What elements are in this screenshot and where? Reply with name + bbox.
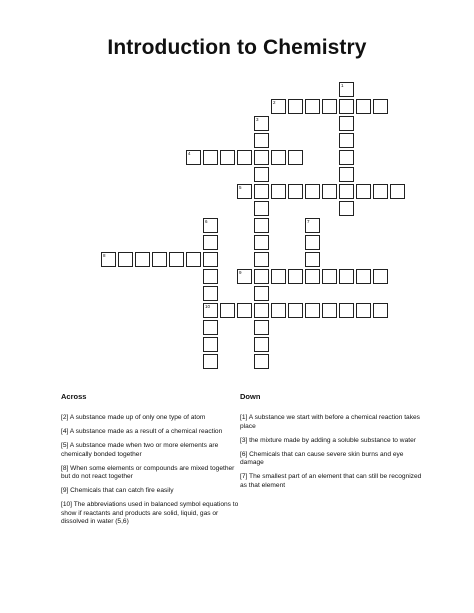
crossword-cell[interactable] [305,303,320,318]
crossword-cell[interactable] [254,269,269,284]
crossword-cell[interactable] [322,99,337,114]
crossword-cell[interactable] [339,201,354,216]
across-clue: [4] A substance made as a result of a chemical reaction [61,428,223,435]
crossword-cell[interactable] [305,269,320,284]
crossword-cell[interactable] [373,99,388,114]
crossword-cell[interactable] [203,286,218,301]
crossword-cell[interactable] [356,303,371,318]
crossword-cell[interactable] [288,303,303,318]
crossword-cell[interactable] [356,269,371,284]
crossword-cell[interactable] [169,252,184,267]
clue-number: 6 [205,219,208,224]
clue-number: 4 [188,151,191,156]
crossword-cell[interactable] [339,82,354,97]
crossword-cell[interactable] [254,184,269,199]
clue-number: 8 [103,253,106,258]
crossword-cell[interactable] [288,99,303,114]
crossword-cell[interactable] [254,286,269,301]
crossword-cell[interactable] [305,99,320,114]
down-heading: Down [240,392,261,401]
crossword-cell[interactable] [356,99,371,114]
down-clue: [3] the mixture made by adding a soluble substance to water [240,436,416,444]
crossword-cell[interactable] [152,252,167,267]
crossword-cell[interactable] [203,337,218,352]
clue-number: 9 [239,270,242,275]
clue-number: 3 [256,117,259,122]
crossword-cell[interactable] [322,184,337,199]
crossword-cell[interactable] [339,184,354,199]
crossword-cell[interactable] [254,218,269,233]
crossword-cell[interactable] [339,99,354,114]
across-clue: [8] When some elements or compounds are mixed together but do not react together [61,464,235,480]
crossword-cell[interactable] [254,167,269,182]
crossword-cell[interactable] [373,269,388,284]
crossword-cell[interactable] [373,303,388,318]
clue-number: 2 [273,100,276,105]
across-clue: [5] A substance made when two or more elements are chemically bonded together [61,442,219,458]
crossword-cell[interactable] [271,269,286,284]
across-clue: [2] A substance made up of only one type of atom [61,414,206,421]
crossword-cell[interactable] [322,303,337,318]
crossword-cell[interactable] [237,303,252,318]
crossword-cell[interactable] [271,184,286,199]
crossword-cell[interactable] [288,150,303,165]
crossword-cell[interactable] [254,116,269,131]
crossword-cell[interactable] [254,252,269,267]
crossword-cell[interactable] [203,354,218,369]
down-clues [240,392,422,496]
crossword-cell[interactable] [254,320,269,335]
crossword-cell[interactable] [305,235,320,250]
crossword-cell[interactable] [339,269,354,284]
crossword-cell[interactable] [237,184,252,199]
crossword-cell[interactable] [203,150,218,165]
crossword-cell[interactable] [203,320,218,335]
crossword-cell[interactable] [390,184,405,199]
crossword-cell[interactable] [203,303,218,318]
crossword-cell[interactable] [220,150,235,165]
crossword-cell[interactable] [237,150,252,165]
crossword-cell[interactable] [339,167,354,182]
crossword-cell[interactable] [254,303,269,318]
crossword-cell[interactable] [305,252,320,267]
crossword-cell[interactable] [203,269,218,284]
crossword-cell[interactable] [254,354,269,369]
crossword-cell[interactable] [220,303,235,318]
crossword-cell[interactable] [339,116,354,131]
across-clue: [10] The abbreviations used in balanced symbol equations to show if reactants and products are solid, liquid, gas or dissolved in water (5,6) [61,501,239,525]
crossword-cell[interactable] [305,218,320,233]
crossword-cell[interactable] [135,252,150,267]
crossword-cell[interactable] [271,150,286,165]
clue-number: 5 [239,185,242,190]
down-clue: [6] Chemicals that can cause severe skin burns and eye damage [240,450,404,466]
crossword-cell[interactable] [339,150,354,165]
crossword-cell[interactable] [288,184,303,199]
puzzle-title: Introduction to Chemistry [107,36,367,59]
crossword-cell[interactable] [356,184,371,199]
clue-number: 10 [205,304,211,309]
crossword-cell[interactable] [254,150,269,165]
crossword-cell[interactable] [288,269,303,284]
crossword-cell[interactable] [254,337,269,352]
crossword-cell[interactable] [101,252,116,267]
crossword-cell[interactable] [237,269,252,284]
crossword-cell[interactable] [254,235,269,250]
clue-number: 1 [341,83,344,88]
across-clue: [9] Chemicals that can catch fire easily [61,487,174,494]
down-clue: [1] A substance we start with before a chemical reaction takes place [240,414,420,430]
crossword-cell[interactable] [322,269,337,284]
crossword-cell[interactable] [186,150,201,165]
crossword-cell[interactable] [339,303,354,318]
across-heading: Across [61,392,87,401]
down-clue: [7] The smallest part of an element that can still be recognized as that element [240,473,422,489]
crossword-cell[interactable] [186,252,201,267]
crossword-cell[interactable] [203,218,218,233]
crossword-cell[interactable] [203,235,218,250]
crossword-cell[interactable] [271,303,286,318]
crossword-cell[interactable] [118,252,133,267]
crossword-cell[interactable] [339,133,354,148]
crossword-cell[interactable] [305,184,320,199]
clue-number: 7 [307,219,310,224]
crossword-cell[interactable] [271,99,286,114]
across-clues [61,392,243,532]
crossword-cell[interactable] [254,133,269,148]
crossword-cell[interactable] [373,184,388,199]
crossword-cell[interactable] [254,201,269,216]
crossword-cell[interactable] [203,252,218,267]
